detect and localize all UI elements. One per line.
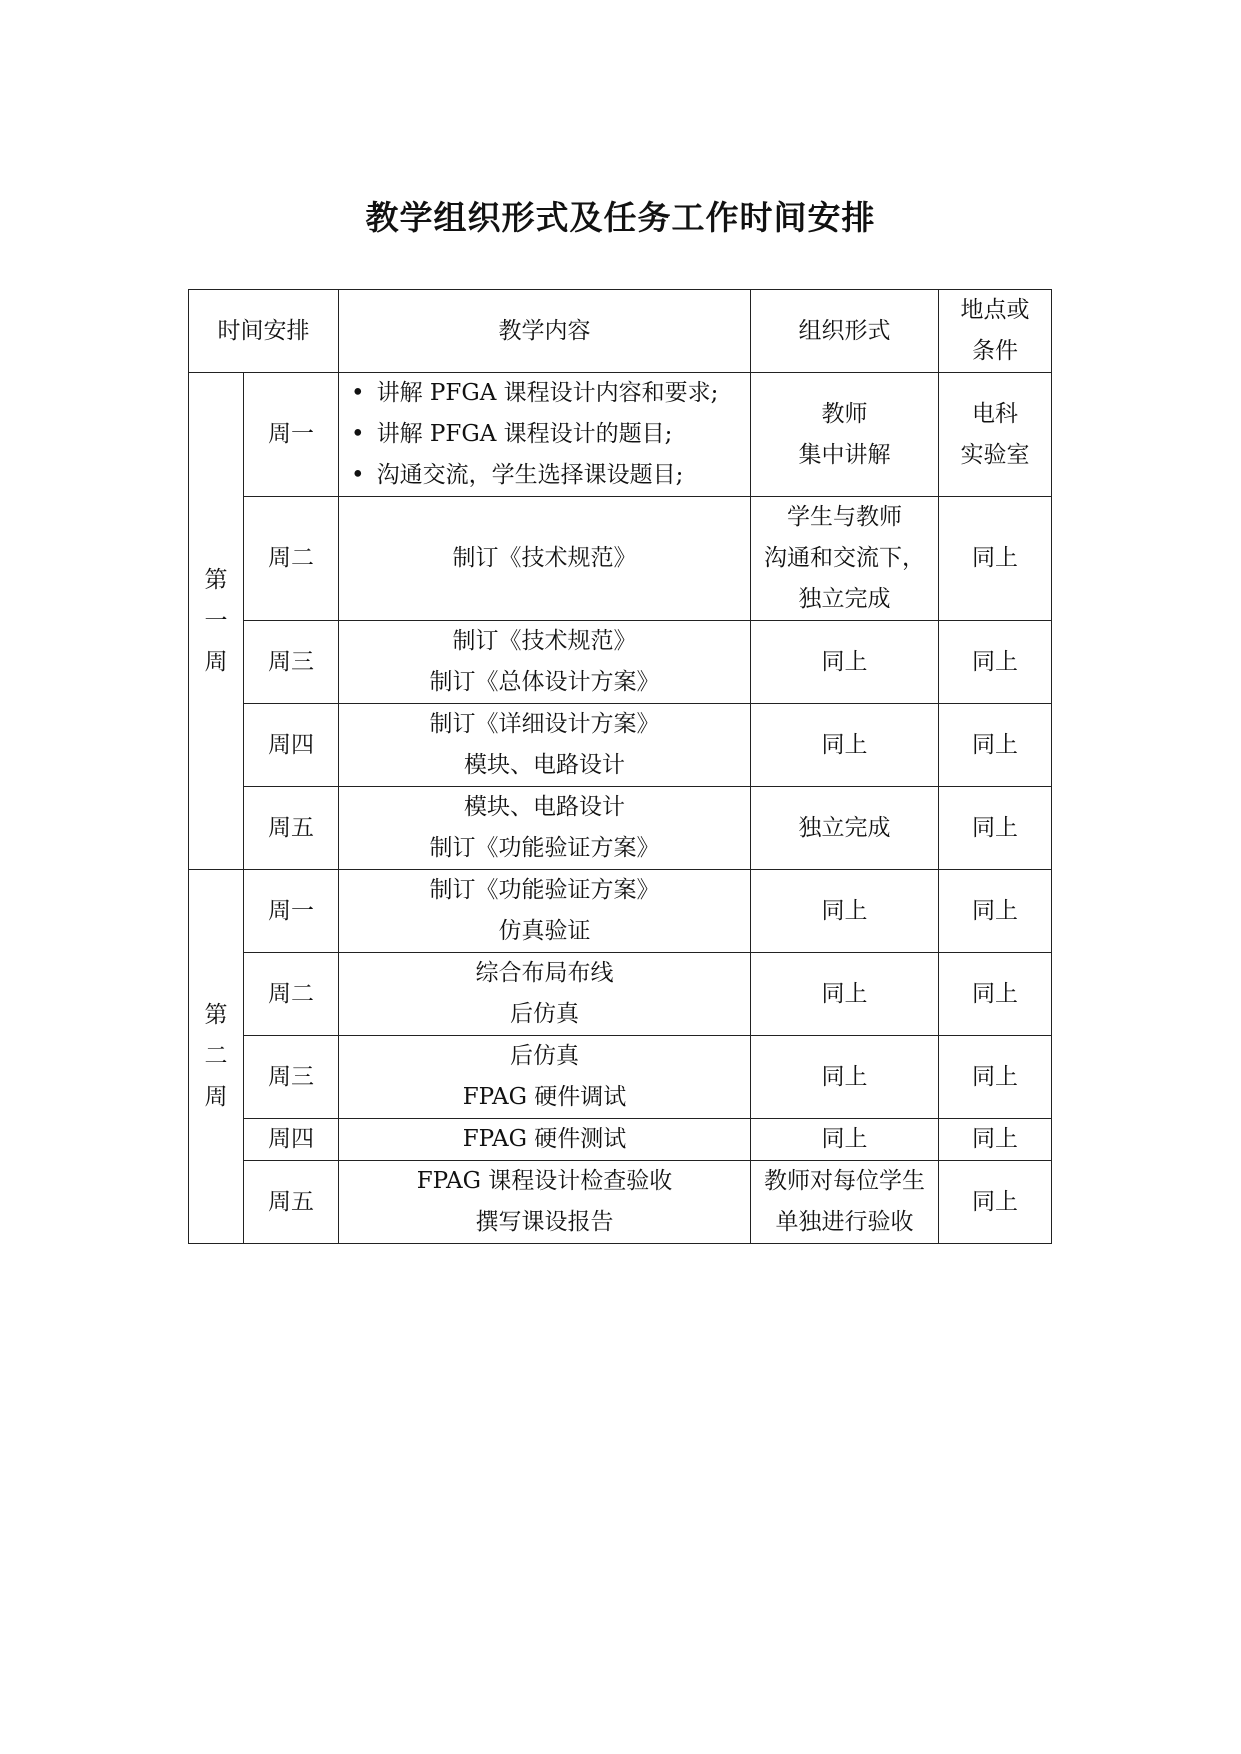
- place-cell: [939, 497, 1052, 621]
- cell-line: 制订《总体设计方案》: [429, 669, 660, 695]
- content-cell: [339, 621, 751, 704]
- table-row: [189, 621, 1052, 704]
- day-cell: 周四: [244, 704, 339, 787]
- table-row: [189, 1036, 1052, 1119]
- form-cell: [751, 787, 939, 870]
- header-place: [939, 290, 1052, 373]
- form-cell: [751, 704, 939, 787]
- cell-line: 撰写课设报告: [475, 1209, 614, 1235]
- form-cell: [751, 373, 939, 497]
- cell-line: 同上: [972, 731, 1018, 758]
- week-label-char: 周: [204, 648, 228, 675]
- table-header-row: [189, 290, 1052, 373]
- form-cell: [751, 1119, 939, 1161]
- cell-line: 集中讲解: [798, 441, 891, 468]
- list-item: • 沟通交流，学生选择课设题目;: [351, 455, 748, 496]
- day-cell: 周二: [244, 953, 339, 1036]
- form-cell: [751, 1036, 939, 1119]
- cell-line: 同上: [821, 980, 868, 1007]
- cell-line: 制订《功能验证方案》: [429, 835, 660, 861]
- cell-line: 后仿真: [510, 1001, 579, 1027]
- table-row: [189, 953, 1052, 1036]
- place-cell: [939, 373, 1052, 497]
- place-cell: [939, 1036, 1052, 1119]
- header-time: 时间安排: [189, 290, 339, 373]
- cell-line: FPAG 课程设计检查验收: [416, 1168, 673, 1194]
- schedule-table: [188, 289, 1052, 1244]
- content-cell: [339, 870, 751, 953]
- table-row: [189, 1119, 1052, 1161]
- cell-line: 同上: [972, 545, 1018, 571]
- week-label-2: [189, 870, 244, 1244]
- cell-line: 同上: [972, 980, 1018, 1007]
- place-cell: [939, 704, 1052, 787]
- list-item: • 讲解 PFGA 课程设计的题目;: [351, 414, 748, 455]
- cell-line: 教师对每位学生: [764, 1168, 925, 1194]
- cell-line: 模块、电路设计: [464, 752, 625, 778]
- document-title: 教学组织形式及任务工作时间安排: [365, 198, 876, 237]
- cell-line: 同上: [972, 1063, 1018, 1090]
- content-cell: [339, 1119, 751, 1161]
- cell-line: 同上: [821, 897, 868, 924]
- header-place-line: 地点或: [960, 297, 1030, 323]
- cell-line: 学生与教师: [787, 504, 902, 530]
- header-form: 组织形式: [751, 290, 939, 373]
- place-cell: [939, 787, 1052, 870]
- cell-line: 独立完成: [798, 814, 891, 841]
- cell-line: 同上: [972, 648, 1018, 675]
- cell-line: FPAG 硬件测试: [462, 1126, 627, 1152]
- week-label-1: [189, 373, 244, 870]
- cell-line: 制订《功能验证方案》: [429, 877, 660, 903]
- bullet-list: [341, 373, 748, 496]
- form-cell: [751, 953, 939, 1036]
- cell-line: 同上: [972, 1126, 1018, 1152]
- place-cell: [939, 953, 1052, 1036]
- cell-line: 教师: [821, 400, 868, 427]
- table-row: [189, 497, 1052, 621]
- place-cell: [939, 621, 1052, 704]
- cell-line: 同上: [972, 1188, 1018, 1215]
- content-cell: [339, 953, 751, 1036]
- table-row: [189, 870, 1052, 953]
- cell-line: 实验室: [960, 441, 1030, 468]
- form-cell: [751, 1161, 939, 1244]
- cell-line: 制订《技术规范》: [452, 628, 637, 654]
- week-label-char: 二: [204, 1043, 228, 1069]
- list-item: • 讲解 PFGA 课程设计内容和要求;: [351, 373, 748, 414]
- form-cell: [751, 497, 939, 621]
- cell-line: 单独进行验收: [775, 1209, 914, 1235]
- cell-line: 综合布局布线: [475, 960, 614, 986]
- cell-line: 制订《技术规范》: [452, 545, 637, 571]
- cell-line: FPAG 硬件调试: [462, 1084, 627, 1110]
- week-label-char: 周: [204, 1084, 228, 1110]
- cell-line: 电科: [972, 400, 1018, 427]
- table-row: [189, 373, 1052, 497]
- table-row: [189, 1161, 1052, 1244]
- content-cell: [339, 1161, 751, 1244]
- cell-line: 制订《详细设计方案》: [429, 711, 660, 737]
- place-cell: [939, 870, 1052, 953]
- week-label-char: 第: [204, 566, 228, 593]
- day-cell: 周四: [244, 1119, 339, 1161]
- cell-line: 模块、电路设计: [464, 794, 625, 820]
- day-cell: 周三: [244, 621, 339, 704]
- cell-line: 仿真验证: [498, 918, 591, 944]
- cell-line: 同上: [972, 897, 1018, 924]
- cell-line: 同上: [821, 1063, 868, 1090]
- day-cell: 周二: [244, 497, 339, 621]
- day-cell: 周五: [244, 1161, 339, 1244]
- form-cell: [751, 870, 939, 953]
- content-cell: [339, 373, 751, 497]
- day-cell: 周一: [244, 373, 339, 497]
- form-cell: [751, 621, 939, 704]
- header-content: 教学内容: [339, 290, 751, 373]
- cell-line: 沟通和交流下，: [764, 545, 925, 571]
- day-cell: 周三: [244, 1036, 339, 1119]
- cell-line: 同上: [821, 1126, 868, 1152]
- day-cell: 周一: [244, 870, 339, 953]
- content-cell: [339, 1036, 751, 1119]
- week-label-char: 一: [204, 607, 228, 634]
- content-cell: [339, 787, 751, 870]
- cell-line: 同上: [821, 731, 868, 758]
- cell-line: 同上: [821, 648, 868, 675]
- content-cell: [339, 704, 751, 787]
- cell-line: 同上: [972, 814, 1018, 841]
- table-row: [189, 704, 1052, 787]
- place-cell: [939, 1161, 1052, 1244]
- content-cell: [339, 497, 751, 621]
- week-label-char: 第: [204, 1002, 228, 1028]
- cell-line: 独立完成: [798, 586, 891, 612]
- table-row: [189, 787, 1052, 870]
- cell-line: 后仿真: [510, 1043, 579, 1069]
- place-cell: [939, 1119, 1052, 1161]
- day-cell: 周五: [244, 787, 339, 870]
- header-place-line: 条件: [972, 338, 1018, 364]
